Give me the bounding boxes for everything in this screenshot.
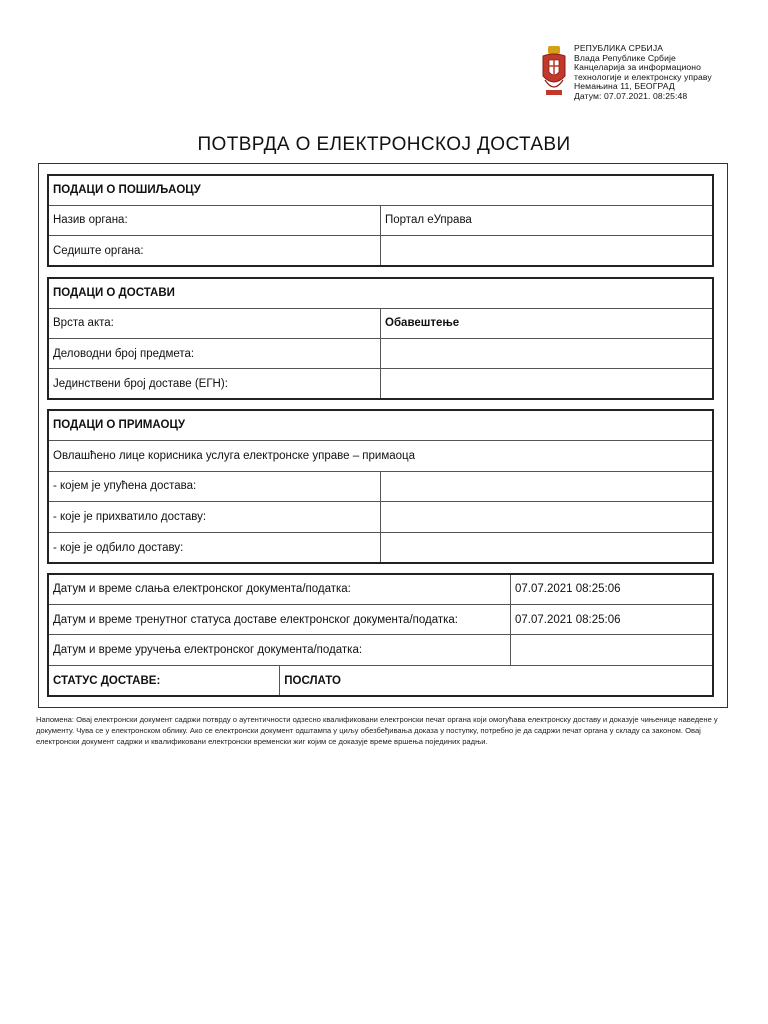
field-value: 07.07.2021 08:25:06 [511,604,713,635]
field-label: - које је одбило доставу: [49,533,381,563]
field-label: Деловодни број предмета: [49,338,381,368]
coat-of-arms-icon [540,46,568,98]
field-value [381,533,713,563]
dates-section [47,573,714,697]
section-header: ПОДАЦИ О ПОШИЉАОЦУ [49,176,712,205]
field-value [511,635,713,666]
section-header: ПОДАЦИ О ПРИМАОЦУ [49,411,712,440]
field-value: Портал еУправа [381,205,713,235]
footnote: Напомена: Овај електронски документ садржи потврду о аутентичности одзесно квалификовани електронски печат органа који омогућава електронску доставу и доказује чињенице наведене у документу. Чува се у електронском облику. Ако се електронски документ одштампа у циљу обезбеђивања доказа у поступку, потребно је да садржи печат органа у складу са законом. Овај електронски документ садржи и квалификовани електронски временски жиг којим се доказује време вршења појединих радњи. [36,715,718,746]
seal-line: РЕПУБЛИКА СРБИЈА [574,43,664,53]
delivery-section [47,277,714,400]
field-value: 07.07.2021 08:25:06 [511,575,713,604]
field-label: Јединствени број доставе (ЕГН): [49,369,381,398]
seal-block [540,44,740,104]
status-label: СТАТУС ДОСТАВЕ: [49,666,280,695]
field-label: - којем је упућена достава: [49,471,381,502]
field-value [381,502,713,533]
field-label: Седиште органа: [49,236,381,265]
field-value [381,338,713,368]
seal-text [574,44,712,102]
section-header: ПОДАЦИ О ДОСТАВИ [49,279,712,308]
recipient-section [47,409,714,564]
authorized-person-label: Овлашћено лице корисника услуга електронске управе – примаоца [49,440,712,471]
field-label: Врста акта: [49,308,381,338]
seal-line: Канцеларија за информационо [574,62,701,73]
sender-section [47,174,714,267]
field-value [381,236,713,265]
field-label: Датум и време уручења електронског документа/податка: [49,635,511,666]
seal-line: Датум: 07.07.2021. 08:25:48 [574,90,688,101]
status-value: ПОСЛАТО [280,666,712,695]
field-value [381,369,713,398]
field-label: - које је прихватило доставу: [49,502,381,533]
field-label: Назив органа: [49,205,381,235]
seal-line: Немањина 11, БЕОГРАД [574,81,675,92]
field-value [381,471,713,502]
seal-line: Влада Републике Србије [574,52,676,63]
field-value: Обавештење [381,308,713,338]
seal-line: технологије и електронску управу [574,71,712,82]
field-label: Датум и време слања електронског документа/податка: [49,575,511,604]
page-title: ПОТВРДА О ЕЛЕКТРОНСКОЈ ДОСТАВИ [197,134,571,155]
field-label: Датум и време тренутног статуса доставе електронског документа/податка: [49,604,511,635]
